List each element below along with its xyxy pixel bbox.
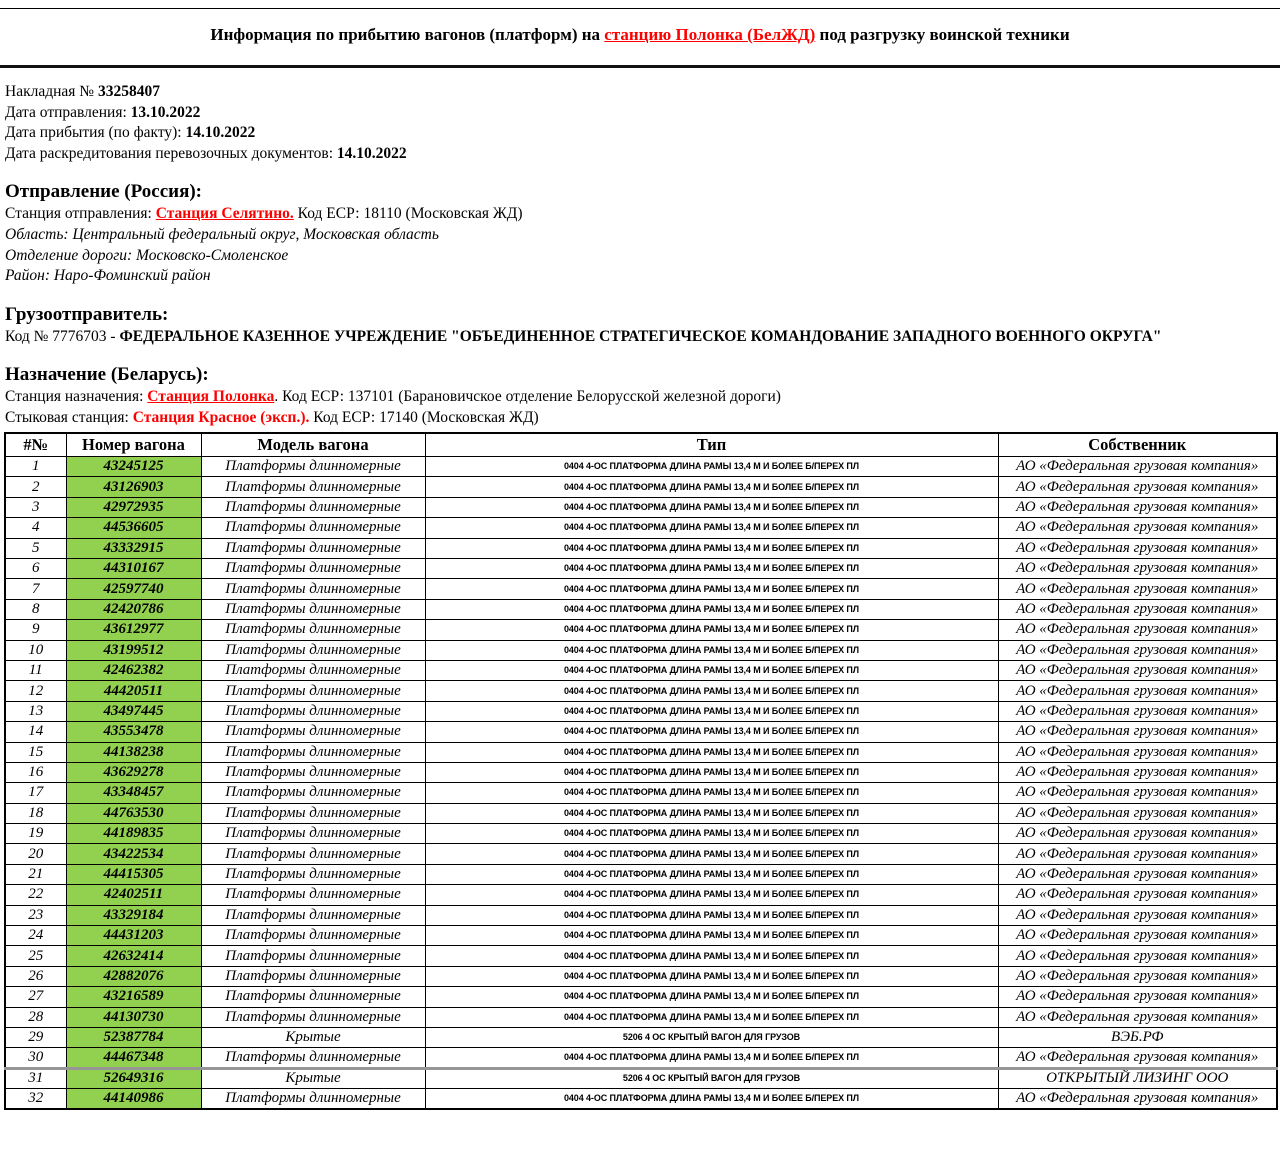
wagon-owner-cell: АО «Федеральная грузовая компания» [998,864,1277,884]
row-index-cell: 26 [5,966,66,986]
arrival-date-line [5,123,1280,144]
wagon-type-cell: 0404 4-ОС ПЛАТФОРМА ДЛИНА РАМЫ 13,4 М И БОЛЕЕ Б/ПЕРЕХ ПЛ [425,783,998,803]
table-row [5,987,1277,1007]
wagon-type-cell: 0404 4-ОС ПЛАТФОРМА ДЛИНА РАМЫ 13,4 М И БОЛЕЕ Б/ПЕРЕХ ПЛ [425,660,998,680]
wagon-owner-cell: АО «Федеральная грузовая компания» [998,926,1277,946]
wagon-owner-cell: АО «Федеральная грузовая компания» [998,681,1277,701]
row-index-cell: 32 [5,1089,66,1109]
wagon-owner-cell: АО «Федеральная грузовая компания» [998,477,1277,497]
row-index-cell: 19 [5,824,66,844]
wagon-number-cell: 42882076 [66,966,201,986]
wagon-number-cell: 43612977 [66,620,201,640]
wagon-owner-cell: АО «Федеральная грузовая компания» [998,946,1277,966]
wagon-owner-cell: АО «Федеральная грузовая компания» [998,742,1277,762]
shipper-section-heading: Грузоотправитель: [5,303,169,325]
departure-station-code: Код ЕСР: 18110 (Московская ЖД) [293,205,523,223]
wagon-model-cell: Платформы длинномерные [201,599,425,619]
table-row [5,457,1277,477]
arrival-date-label: Дата прибытия (по факту): [5,124,186,142]
departure-date-label: Дата отправления: [5,103,131,121]
wagon-model-cell: Платформы длинномерные [201,844,425,864]
col-header-wagon-model: Модель вагона [201,433,425,457]
wagon-type-cell: 0404 4-ОС ПЛАТФОРМА ДЛИНА РАМЫ 13,4 М И БОЛЕЕ Б/ПЕРЕХ ПЛ [425,538,998,558]
table-row [5,1048,1277,1068]
table-row [5,477,1277,497]
wagon-number-cell: 44310167 [66,558,201,578]
table-row [5,783,1277,803]
wagon-type-cell: 0404 4-ОС ПЛАТФОРМА ДЛИНА РАМЫ 13,4 М И БОЛЕЕ Б/ПЕРЕХ ПЛ [425,987,998,1007]
wagon-owner-cell: АО «Федеральная грузовая компания» [998,722,1277,742]
shipper-line [5,327,1280,348]
row-index-cell: 23 [5,905,66,925]
wagon-number-cell: 43348457 [66,783,201,803]
wagon-type-cell: 0404 4-ОС ПЛАТФОРМА ДЛИНА РАМЫ 13,4 М И БОЛЕЕ Б/ПЕРЕХ ПЛ [425,905,998,925]
wagon-type-cell: 0404 4-ОС ПЛАТФОРМА ДЛИНА РАМЫ 13,4 М И БОЛЕЕ Б/ПЕРЕХ ПЛ [425,1048,998,1068]
wagon-type-cell: 5206 4 ОС КРЫТЫЙ ВАГОН ДЛЯ ГРУЗОВ [425,1027,998,1047]
table-row [5,1068,1277,1088]
wagon-type-cell: 0404 4-ОС ПЛАТФОРМА ДЛИНА РАМЫ 13,4 М И БОЛЕЕ Б/ПЕРЕХ ПЛ [425,946,998,966]
wagon-model-cell: Платформы длинномерные [201,640,425,660]
wagon-number-cell: 42402511 [66,885,201,905]
row-index-cell: 14 [5,722,66,742]
junction-station-code: Код ЕСР: 17140 (Московская ЖД) [309,408,539,426]
wagon-model-cell: Платформы длинномерные [201,558,425,578]
wagon-number-cell: 52387784 [66,1027,201,1047]
table-row [5,905,1277,925]
table-row [5,640,1277,660]
wagon-model-cell: Платформы длинномерные [201,579,425,599]
wagon-type-cell: 0404 4-ОС ПЛАТФОРМА ДЛИНА РАМЫ 13,4 М И БОЛЕЕ Б/ПЕРЕХ ПЛ [425,885,998,905]
departure-station-label: Станция отправления: [5,205,156,223]
wagon-model-cell: Платформы длинномерные [201,660,425,680]
wagon-number-cell: 44189835 [66,824,201,844]
wagon-model-cell: Платформы длинномерные [201,966,425,986]
wagon-model-cell: Платформы длинномерные [201,885,425,905]
row-index-cell: 8 [5,599,66,619]
wagon-owner-cell: АО «Федеральная грузовая компания» [998,640,1277,660]
row-index-cell: 4 [5,518,66,538]
row-index-cell: 30 [5,1048,66,1068]
table-row [5,518,1277,538]
row-index-cell: 6 [5,558,66,578]
wagon-number-cell: 42462382 [66,660,201,680]
destination-station-line [5,387,1280,408]
departure-section-heading: Отправление (Россия): [5,181,203,203]
row-index-cell: 7 [5,579,66,599]
wagon-model-cell: Платформы длинномерные [201,538,425,558]
table-row [5,558,1277,578]
wagon-number-cell: 42632414 [66,946,201,966]
wagon-owner-cell: АО «Федеральная грузовая компания» [998,905,1277,925]
wagon-owner-cell: АО «Федеральная грузовая компания» [998,966,1277,986]
credit-date-label: Дата раскредитования перевозочных документов: [5,144,337,162]
wagon-number-cell: 44138238 [66,742,201,762]
row-index-cell: 1 [5,457,66,477]
col-header-wagon-type: Тип [425,433,998,457]
wagon-type-cell: 0404 4-ОС ПЛАТФОРМА ДЛИНА РАМЫ 13,4 М И БОЛЕЕ Б/ПЕРЕХ ПЛ [425,722,998,742]
waybill-number-label: Накладная № [5,83,98,100]
departure-station-line [5,204,1280,225]
wagon-owner-cell: АО «Федеральная грузовая компания» [998,497,1277,517]
row-index-cell: 21 [5,864,66,884]
wagon-model-cell: Крытые [201,1068,425,1088]
table-row [5,620,1277,640]
table-row [5,1089,1277,1109]
wagon-type-cell: 5206 4 ОС КРЫТЫЙ ВАГОН ДЛЯ ГРУЗОВ [425,1068,998,1088]
wagon-number-cell: 44431203 [66,926,201,946]
wagon-number-cell: 42972935 [66,497,201,517]
row-index-cell: 28 [5,1007,66,1027]
wagon-model-cell: Платформы длинномерные [201,477,425,497]
wagon-table [4,432,1278,1111]
wagon-model-cell: Платформы длинномерные [201,518,425,538]
shipper-code: Код № 7776703 - [5,327,120,345]
table-row [5,946,1277,966]
wagon-owner-cell: АО «Федеральная грузовая компания» [998,824,1277,844]
wagon-type-cell: 0404 4-ОС ПЛАТФОРМА ДЛИНА РАМЫ 13,4 М И БОЛЕЕ Б/ПЕРЕХ ПЛ [425,824,998,844]
col-header-index: #№ [5,433,66,457]
row-index-cell: 31 [5,1068,66,1088]
wagon-number-cell: 44536605 [66,518,201,538]
wagon-owner-cell: АО «Федеральная грузовая компания» [998,1048,1277,1068]
wagon-owner-cell: ВЭБ.РФ [998,1027,1277,1047]
wagon-owner-cell: АО «Федеральная грузовая компания» [998,599,1277,619]
wagon-owner-cell: АО «Федеральная грузовая компания» [998,660,1277,680]
wagon-table-body [5,457,1277,1110]
wagon-type-cell: 0404 4-ОС ПЛАТФОРМА ДЛИНА РАМЫ 13,4 М И БОЛЕЕ Б/ПЕРЕХ ПЛ [425,681,998,701]
wagon-owner-cell: АО «Федеральная грузовая компания» [998,987,1277,1007]
destination-station-link[interactable]: Станция Полонка [147,388,275,406]
title-text-prefix: Информация по прибытию вагонов (платформ) на [210,25,605,44]
document-title [0,8,1280,68]
table-row [5,824,1277,844]
wagon-type-cell: 0404 4-ОС ПЛАТФОРМА ДЛИНА РАМЫ 13,4 М И БОЛЕЕ Б/ПЕРЕХ ПЛ [425,640,998,660]
arrival-date-value: 14.10.2022 [185,124,256,142]
wagon-owner-cell: АО «Федеральная грузовая компания» [998,518,1277,538]
wagon-type-cell: 0404 4-ОС ПЛАТФОРМА ДЛИНА РАМЫ 13,4 М И БОЛЕЕ Б/ПЕРЕХ ПЛ [425,1007,998,1027]
table-row [5,681,1277,701]
row-index-cell: 25 [5,946,66,966]
col-header-wagon-number: Номер вагона [66,433,201,457]
wagon-number-cell: 44763530 [66,803,201,823]
wagon-owner-cell: АО «Федеральная грузовая компания» [998,620,1277,640]
table-row [5,742,1277,762]
wagon-number-cell: 43422534 [66,844,201,864]
wagon-number-cell: 44420511 [66,681,201,701]
wagon-owner-cell: АО «Федеральная грузовая компания» [998,885,1277,905]
table-row [5,497,1277,517]
table-row [5,538,1277,558]
wagon-model-cell: Платформы длинномерные [201,987,425,1007]
table-row [5,762,1277,782]
row-index-cell: 17 [5,783,66,803]
shipper-name: ФЕДЕРАЛЬНОЕ КАЗЕННОЕ УЧРЕЖДЕНИЕ "ОБЪЕДИНЕННОЕ СТРАТЕГИЧЕСКОЕ КОМАНДОВАНИЕ ЗАПАДНОГО ВОЕННОГО ОКРУГА" [119,327,1162,345]
wagon-number-cell: 44467348 [66,1048,201,1068]
row-index-cell: 5 [5,538,66,558]
wagon-type-cell: 0404 4-ОС ПЛАТФОРМА ДЛИНА РАМЫ 13,4 М И БОЛЕЕ Б/ПЕРЕХ ПЛ [425,926,998,946]
col-header-wagon-owner: Собственник [998,433,1277,457]
waybill-number-value: 33258407 [97,83,160,100]
title-station-link[interactable]: станцию Полонка (БелЖД) [604,25,816,44]
wagon-model-cell: Платформы длинномерные [201,783,425,803]
wagon-type-cell: 0404 4-ОС ПЛАТФОРМА ДЛИНА РАМЫ 13,4 М И БОЛЕЕ Б/ПЕРЕХ ПЛ [425,457,998,477]
table-row [5,599,1277,619]
row-index-cell: 10 [5,640,66,660]
credit-date-value: 14.10.2022 [336,144,407,162]
wagon-model-cell: Платформы длинномерные [201,1007,425,1027]
table-row [5,864,1277,884]
table-header-row [5,433,1277,457]
wagon-type-cell: 0404 4-ОС ПЛАТФОРМА ДЛИНА РАМЫ 13,4 М И БОЛЕЕ Б/ПЕРЕХ ПЛ [425,701,998,721]
row-index-cell: 13 [5,701,66,721]
wagon-number-cell: 43126903 [66,477,201,497]
table-row [5,722,1277,742]
wagon-model-cell: Платформы длинномерные [201,762,425,782]
wagon-number-cell: 43329184 [66,905,201,925]
wagon-model-cell: Платформы длинномерные [201,497,425,517]
wagon-owner-cell: АО «Федеральная грузовая компания» [998,579,1277,599]
wagon-model-cell: Платформы длинномерные [201,742,425,762]
table-row [5,701,1277,721]
wagon-type-cell: 0404 4-ОС ПЛАТФОРМА ДЛИНА РАМЫ 13,4 М И БОЛЕЕ Б/ПЕРЕХ ПЛ [425,599,998,619]
wagon-number-cell: 43553478 [66,722,201,742]
destination-section-heading: Назначение (Беларусь): [5,364,209,386]
row-index-cell: 3 [5,497,66,517]
destination-station-code: . Код ЕСР: 137101 (Барановичское отделение Белорусской железной дороги) [274,388,781,406]
destination-station-label: Станция назначения: [5,388,148,406]
wagon-owner-cell: АО «Федеральная грузовая компания» [998,1007,1277,1027]
wagon-model-cell: Платформы длинномерные [201,946,425,966]
junction-station-label: Стыковая станция: [5,408,133,426]
junction-station-link[interactable]: Станция Красное (эксп.). [132,408,310,426]
wagon-model-cell: Платформы длинномерные [201,457,425,477]
row-index-cell: 22 [5,885,66,905]
table-row [5,885,1277,905]
wagon-type-cell: 0404 4-ОС ПЛАТФОРМА ДЛИНА РАМЫ 13,4 М И БОЛЕЕ Б/ПЕРЕХ ПЛ [425,1089,998,1109]
wagon-model-cell: Платформы длинномерные [201,701,425,721]
wagon-model-cell: Платформы длинномерные [201,864,425,884]
wagon-model-cell: Платформы длинномерные [201,620,425,640]
row-index-cell: 16 [5,762,66,782]
table-row [5,1007,1277,1027]
row-index-cell: 20 [5,844,66,864]
wagon-owner-cell: АО «Федеральная грузовая компания» [998,558,1277,578]
wagon-owner-cell: АО «Федеральная грузовая компания» [998,844,1277,864]
wagon-owner-cell: АО «Федеральная грузовая компания» [998,803,1277,823]
wagon-type-cell: 0404 4-ОС ПЛАТФОРМА ДЛИНА РАМЫ 13,4 М И БОЛЕЕ Б/ПЕРЕХ ПЛ [425,762,998,782]
wagon-number-cell: 43216589 [66,987,201,1007]
wagon-type-cell: 0404 4-ОС ПЛАТФОРМА ДЛИНА РАМЫ 13,4 М И БОЛЕЕ Б/ПЕРЕХ ПЛ [425,579,998,599]
row-index-cell: 15 [5,742,66,762]
wagon-owner-cell: АО «Федеральная грузовая компания» [998,783,1277,803]
wagon-owner-cell: АО «Федеральная грузовая компания» [998,701,1277,721]
wagon-number-cell: 43497445 [66,701,201,721]
row-index-cell: 11 [5,660,66,680]
credit-date-line [5,144,1280,165]
departure-division-line: Отделение дороги: Московско-Смоленское [5,246,289,264]
wagon-model-cell: Крытые [201,1027,425,1047]
wagon-number-cell: 43245125 [66,457,201,477]
wagon-type-cell: 0404 4-ОС ПЛАТФОРМА ДЛИНА РАМЫ 13,4 М И БОЛЕЕ Б/ПЕРЕХ ПЛ [425,620,998,640]
table-row [5,926,1277,946]
wagon-model-cell: Платформы длинномерные [201,1089,425,1109]
wagon-owner-cell: ОТКРЫТЫЙ ЛИЗИНГ ООО [998,1068,1277,1088]
wagon-number-cell: 42597740 [66,579,201,599]
table-row [5,803,1277,823]
wagon-model-cell: Платформы длинномерные [201,824,425,844]
wagon-type-cell: 0404 4-ОС ПЛАТФОРМА ДЛИНА РАМЫ 13,4 М И БОЛЕЕ Б/ПЕРЕХ ПЛ [425,518,998,538]
row-index-cell: 12 [5,681,66,701]
wagon-number-cell: 43199512 [66,640,201,660]
table-row [5,844,1277,864]
wagon-number-cell: 52649316 [66,1068,201,1088]
wagon-type-cell: 0404 4-ОС ПЛАТФОРМА ДЛИНА РАМЫ 13,4 М И БОЛЕЕ Б/ПЕРЕХ ПЛ [425,558,998,578]
table-row [5,579,1277,599]
departure-district-line: Район: Наро-Фоминский район [5,267,211,285]
wagon-model-cell: Платформы длинномерные [201,722,425,742]
row-index-cell: 29 [5,1027,66,1047]
waybill-number-line [5,82,1280,103]
wagon-model-cell: Платформы длинномерные [201,1048,425,1068]
wagon-type-cell: 0404 4-ОС ПЛАТФОРМА ДЛИНА РАМЫ 13,4 М И БОЛЕЕ Б/ПЕРЕХ ПЛ [425,477,998,497]
row-index-cell: 24 [5,926,66,946]
wagon-type-cell: 0404 4-ОС ПЛАТФОРМА ДЛИНА РАМЫ 13,4 М И БОЛЕЕ Б/ПЕРЕХ ПЛ [425,742,998,762]
wagon-model-cell: Платформы длинномерные [201,905,425,925]
row-index-cell: 2 [5,477,66,497]
table-row [5,1027,1277,1047]
wagon-number-cell: 44415305 [66,864,201,884]
wagon-type-cell: 0404 4-ОС ПЛАТФОРМА ДЛИНА РАМЫ 13,4 М И БОЛЕЕ Б/ПЕРЕХ ПЛ [425,497,998,517]
departure-date-line [5,103,1280,124]
wagon-model-cell: Платформы длинномерные [201,803,425,823]
row-index-cell: 9 [5,620,66,640]
departure-station-link[interactable]: Станция Селятино. [155,205,294,223]
row-index-cell: 18 [5,803,66,823]
wagon-owner-cell: АО «Федеральная грузовая компания» [998,457,1277,477]
wagon-owner-cell: АО «Федеральная грузовая компания» [998,538,1277,558]
row-index-cell: 27 [5,987,66,1007]
wagon-model-cell: Платформы длинномерные [201,926,425,946]
wagon-type-cell: 0404 4-ОС ПЛАТФОРМА ДЛИНА РАМЫ 13,4 М И БОЛЕЕ Б/ПЕРЕХ ПЛ [425,803,998,823]
wagon-number-cell: 43629278 [66,762,201,782]
wagon-number-cell: 43332915 [66,538,201,558]
wagon-type-cell: 0404 4-ОС ПЛАТФОРМА ДЛИНА РАМЫ 13,4 М И БОЛЕЕ Б/ПЕРЕХ ПЛ [425,966,998,986]
wagon-owner-cell: АО «Федеральная грузовая компания» [998,762,1277,782]
title-text-suffix: под разгрузку воинской техники [815,25,1070,44]
departure-oblast-line: Область: Центральный федеральный округ, Московская область [5,225,439,243]
wagon-type-cell: 0404 4-ОС ПЛАТФОРМА ДЛИНА РАМЫ 13,4 М И БОЛЕЕ Б/ПЕРЕХ ПЛ [425,844,998,864]
wagon-model-cell: Платформы длинномерные [201,681,425,701]
junction-station-line [5,408,1280,429]
waybill-meta-block [5,82,1280,164]
wagon-owner-cell: АО «Федеральная грузовая компания» [998,1089,1277,1109]
table-row [5,660,1277,680]
wagon-number-cell: 42420786 [66,599,201,619]
wagon-type-cell: 0404 4-ОС ПЛАТФОРМА ДЛИНА РАМЫ 13,4 М И БОЛЕЕ Б/ПЕРЕХ ПЛ [425,864,998,884]
wagon-number-cell: 44130730 [66,1007,201,1027]
departure-date-value: 13.10.2022 [130,103,201,121]
wagon-number-cell: 44140986 [66,1089,201,1109]
table-row [5,966,1277,986]
